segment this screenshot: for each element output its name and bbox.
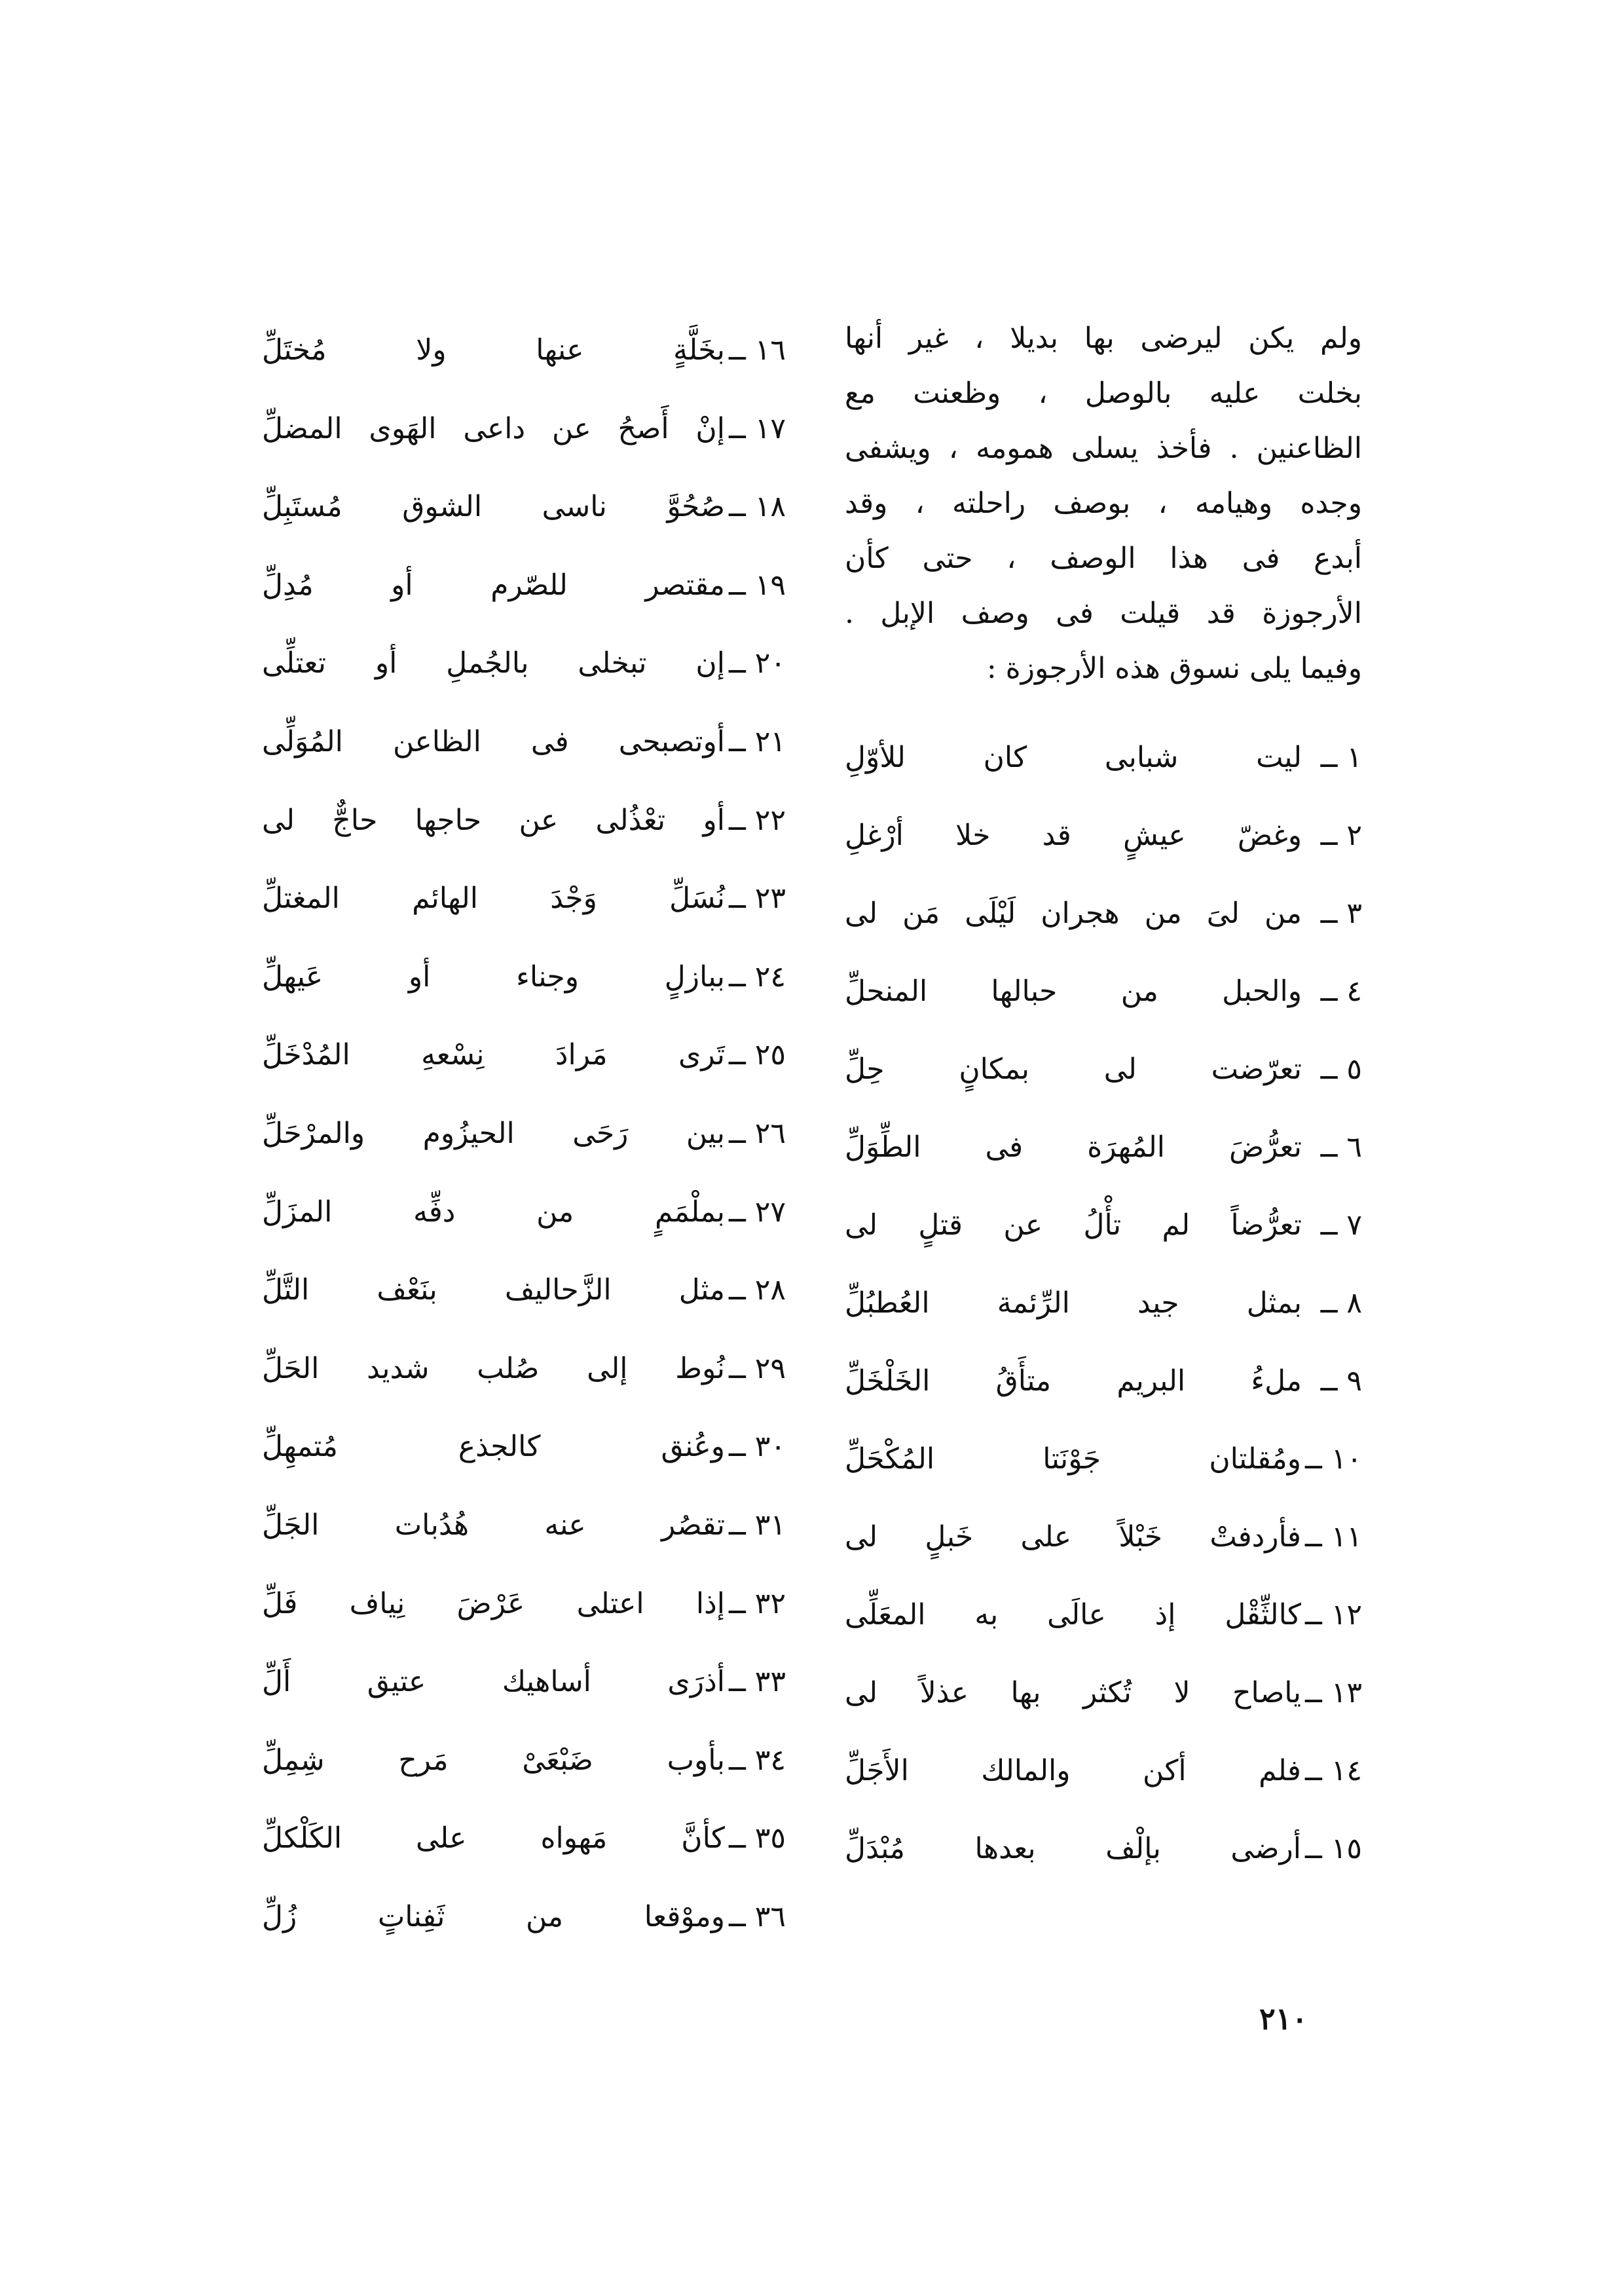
prose-line: الظاعنين . فأخذ يسلى همومه ، ويشفى <box>845 432 1362 465</box>
verse-number: ١٧ ــ <box>728 411 786 445</box>
verse-line <box>262 1094 786 1173</box>
verse-text: تعرُّضاً لم تأْلُ عن قتلٍ لى <box>845 1208 1302 1242</box>
verse-number: ٢٢ ــ <box>728 803 786 837</box>
verse-number: ١١ ــ <box>1304 1520 1362 1554</box>
prose-line: أبدع فى هذا الوصف ، حتى كأن <box>845 542 1362 575</box>
verse-number: ٣٥ ــ <box>728 1821 786 1856</box>
verse-text: بخَلَّةٍ عنها ولا مُختَلِّ <box>262 333 725 367</box>
verse-number: ٢٦ ــ <box>728 1116 786 1150</box>
verse-line <box>845 718 1362 796</box>
verse-line <box>262 311 786 390</box>
verse-line <box>262 1486 786 1565</box>
verse-number: ٣ ــ <box>1320 897 1362 930</box>
verse-text: نُسَلِّ وَجْدَ الهائم المغتلِّ <box>262 882 725 916</box>
verse-line <box>845 1186 1362 1264</box>
verse-text: والحبل من حبالها المنحلِّ <box>845 975 1302 1008</box>
verse-text: وعُنق كالجذع مُتمهِلِّ <box>262 1430 725 1464</box>
verse-line <box>262 1565 786 1643</box>
prose-line: وجده وهيامه ، بوصف راحلته ، وقد <box>845 487 1362 520</box>
verse-line <box>262 938 786 1017</box>
verse-text: إن تبخلى بالجُملِ أو تعتلِّى <box>262 646 725 681</box>
verse-line <box>262 624 786 703</box>
verse-line <box>262 1016 786 1094</box>
verse-line <box>262 468 786 546</box>
verse-line <box>262 781 786 860</box>
verse-number: ٢٠ ــ <box>728 646 786 681</box>
verse-number: ١ ــ <box>1320 741 1362 774</box>
verse-line <box>262 1721 786 1800</box>
verse-number: ٣٣ ــ <box>728 1665 786 1699</box>
verse-number: ٢٥ ــ <box>728 1038 786 1072</box>
verse-text: أرضى بإلْف بعدها مُبْدَلِّ <box>845 1832 1301 1865</box>
verse-text: بمثل جيد الرِّئمة العُطبُلِّ <box>845 1286 1302 1320</box>
verse-text: نُوط إلى صُلب شديد الحَلِّ <box>262 1351 725 1385</box>
verse-text: بين رَحَى الحيزُوم والمرْحَلِّ <box>262 1116 725 1150</box>
verse-line <box>845 1732 1362 1810</box>
verse-line <box>845 1810 1362 1888</box>
verse-line <box>845 1342 1362 1420</box>
verse-line <box>262 546 786 625</box>
verse-number: ١٦ ــ <box>728 333 786 367</box>
verse-number: ٢١ ــ <box>728 724 786 758</box>
verse-line <box>845 796 1362 874</box>
verse-number: ٣٦ ــ <box>728 1899 786 1933</box>
verse-number: ٨ ــ <box>1320 1286 1362 1320</box>
verse-text: تقصُر عنه هُدُبات الجَلِّ <box>262 1508 725 1542</box>
verse-text: فلم أكن والمالك الأَجَلِّ <box>845 1754 1301 1787</box>
verse-number: ٣٠ ــ <box>728 1430 786 1464</box>
intro-prose <box>845 311 1362 696</box>
verse-number: ٢ ــ <box>1320 819 1362 852</box>
verse-line <box>262 1643 786 1721</box>
verse-line <box>262 1408 786 1486</box>
verse-text: ياصاح لا تُكثر بها عذلاً لى <box>845 1676 1301 1709</box>
prose-line: ولم يكن ليرضى بها بديلا ، غير أنها <box>845 322 1362 355</box>
verse-line <box>262 390 786 468</box>
verse-line <box>845 1108 1362 1186</box>
page-number: ٢١٠ <box>1259 2001 1308 2036</box>
verse-text: كأنَّ مَهواه على الكَلْكلِّ <box>262 1821 725 1856</box>
verse-line <box>262 703 786 781</box>
verse-list-right <box>845 718 1362 1888</box>
verse-line <box>845 952 1362 1030</box>
verse-text: وموْقعا من ثَفِناتٍ زُلِّ <box>262 1899 725 1933</box>
verse-line <box>845 874 1362 952</box>
verse-number: ٢٨ ــ <box>728 1273 786 1307</box>
verse-text: تعرّضت لى بمكانٍ حِلِّ <box>845 1053 1302 1086</box>
verse-text: بملْمَمٍ من دفِّه المزَلِّ <box>262 1195 725 1229</box>
verse-text: تَرى مَرادَ نِسْعهِ المُدْخَلِّ <box>262 1038 725 1072</box>
verse-text: مقتصر للصّرم أو مُدِلِّ <box>262 568 725 602</box>
verse-text: ملءُ البريم متأَقُ الخَلْخَلِّ <box>845 1364 1302 1398</box>
verse-number: ٧ ــ <box>1320 1208 1362 1242</box>
verse-text: وغضّ عيشٍ قد خلا أرْغلِ <box>845 819 1302 852</box>
verse-line <box>845 1420 1362 1498</box>
verse-number: ٤ ــ <box>1320 975 1362 1008</box>
verse-number: ١٣ ــ <box>1304 1676 1362 1709</box>
verse-text: صُحُوَّ ناسى الشوق مُستَبِلِّ <box>262 490 725 524</box>
verse-text: تعرُّضَ المُهرَة فى الطِّوَلِّ <box>845 1130 1302 1164</box>
verse-text: مثل الزَّحاليف بنَعْف التَّلِّ <box>262 1273 725 1307</box>
verse-number: ٥ ــ <box>1320 1053 1362 1086</box>
verse-text: إذا اعتلى عَرْضَ نِياف فَلِّ <box>262 1586 725 1620</box>
verse-text: أوتصبحى فى الظاعن المُوَلِّى <box>262 724 725 758</box>
verse-text: ببازلٍ وجناء أو عَيهلِّ <box>262 960 725 994</box>
verse-line <box>262 1251 786 1330</box>
verse-number: ٩ ــ <box>1320 1364 1362 1398</box>
verse-line <box>262 859 786 938</box>
verse-text: أو تعْذُلى عن حاجها حاجٌّ لى <box>262 803 725 837</box>
prose-line: وفيما يلى نسوق هذه الأرجوزة : <box>986 652 1362 685</box>
verse-number: ٣٢ ــ <box>728 1586 786 1620</box>
verse-number: ٦ ــ <box>1320 1130 1362 1164</box>
verse-number: ١٥ ــ <box>1304 1832 1362 1865</box>
verse-number: ١٩ ــ <box>728 568 786 602</box>
verse-text: فأردفتْ خَبْلاً على خَبلٍ لى <box>845 1520 1301 1554</box>
verse-line <box>262 1799 786 1878</box>
verse-line <box>845 1264 1362 1342</box>
verse-number: ١٤ ــ <box>1304 1754 1362 1787</box>
verse-number: ٢٩ ــ <box>728 1351 786 1385</box>
verse-number: ١٨ ــ <box>728 490 786 524</box>
verse-text: كالثِّقْل إذ عالَى به المعَلِّى <box>845 1598 1301 1632</box>
prose-line: بخلت عليه بالوصل ، وظعنت مع <box>845 377 1362 410</box>
prose-line: الأرجوزة قد قيلت فى وصف الإبل . <box>845 597 1362 630</box>
verse-text: بأوب ضَبْعَىْ مَرح شِمِلِّ <box>262 1743 725 1777</box>
verse-number: ١٠ ــ <box>1304 1442 1362 1476</box>
verse-text: ليت شبابى كان للأوّلِ <box>845 741 1302 774</box>
left-column <box>262 311 786 1956</box>
verse-number: ٢٧ ــ <box>728 1195 786 1229</box>
verse-text: ومُقلتان جَوْنَتا المُكْحَلِّ <box>845 1442 1301 1476</box>
verse-line <box>262 1173 786 1252</box>
right-column <box>845 311 1362 1888</box>
verse-line <box>845 1498 1362 1576</box>
verse-line <box>845 1654 1362 1732</box>
verse-line <box>845 1576 1362 1654</box>
verse-line <box>262 1878 786 1956</box>
verse-number: ٢٤ ــ <box>728 960 786 994</box>
verse-number: ٣١ ــ <box>728 1508 786 1542</box>
verse-text: من لىَ من هجران لَيْلَى مَن لى <box>845 897 1302 930</box>
verse-number: ٣٤ ــ <box>728 1743 786 1777</box>
verse-number: ٢٣ ــ <box>728 882 786 916</box>
verse-line <box>262 1330 786 1408</box>
verse-line <box>845 1030 1362 1108</box>
verse-text: إنْ أَصحُ عن داعى الهَوى المضلِّ <box>262 411 725 445</box>
verse-text: أذرَى أساهيك عتيق أَلِّ <box>262 1665 725 1699</box>
verse-number: ١٢ ــ <box>1304 1598 1362 1632</box>
